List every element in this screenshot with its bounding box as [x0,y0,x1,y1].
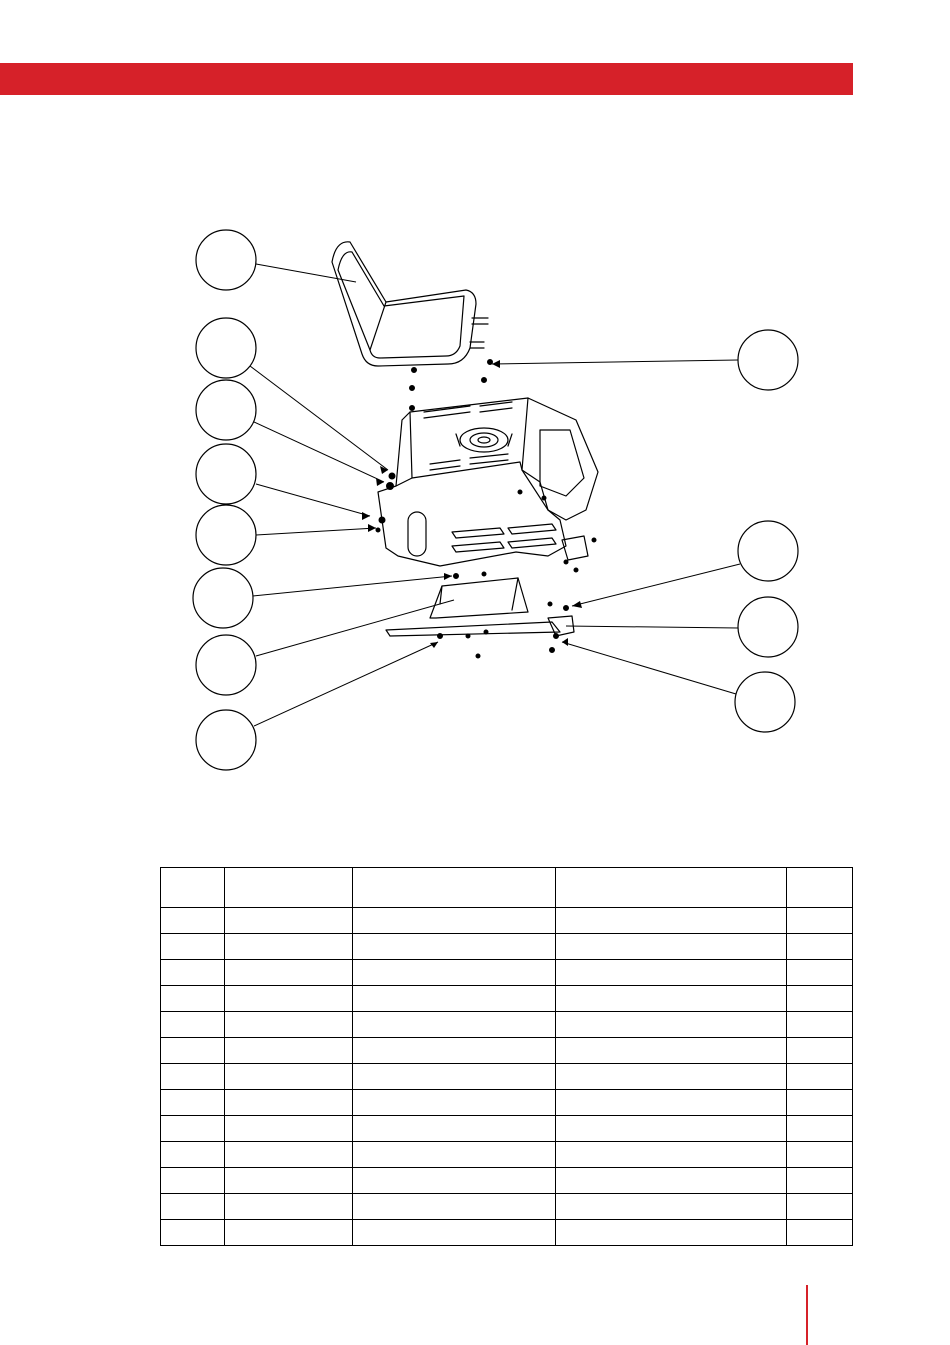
table-cell [225,960,353,986]
table-cell [787,1168,853,1194]
callout-circle [196,318,256,378]
table-cell [225,1064,353,1090]
table-cell [787,1116,853,1142]
table-cell [787,1142,853,1168]
table-cell [353,1064,556,1090]
table-row [161,908,853,934]
table-cell [556,1142,787,1168]
callout-circle [738,521,798,581]
table-row [161,986,853,1012]
bottom-rail [386,616,574,636]
table-cell [353,1012,556,1038]
seat-cushion [332,242,488,366]
table-cell [225,1142,353,1168]
callout-circle [196,380,256,440]
table-row [161,1194,853,1220]
table-cell [225,986,353,1012]
callout-circle [196,710,256,770]
table-cell [556,986,787,1012]
table-cell [787,1090,853,1116]
table-cell [225,1220,353,1246]
table-cell [556,1012,787,1038]
table-cell [556,1168,787,1194]
table-cell [225,1168,353,1194]
table-cell [225,1038,353,1064]
table-cell [556,908,787,934]
table-header-cell [556,868,787,908]
table-cell [787,1064,853,1090]
table-cell [787,960,853,986]
table-header-cell [225,868,353,908]
table-cell [556,1116,787,1142]
table-cell [556,1064,787,1090]
table-cell [556,1220,787,1246]
table-cell [161,1090,225,1116]
table-row [161,1116,853,1142]
lower-cover [430,578,528,618]
table-row [161,934,853,960]
table-row [161,1038,853,1064]
table-cell [161,908,225,934]
table-cell [353,908,556,934]
table-row [161,1064,853,1090]
table-header-cell [787,868,853,908]
table-cell [161,1064,225,1090]
table-cell [556,1194,787,1220]
table-cell [161,1220,225,1246]
table-cell [787,1012,853,1038]
table-cell [161,1194,225,1220]
callout-circle [193,568,253,628]
table-row [161,1142,853,1168]
callout-circle [196,444,256,504]
table-cell [787,1194,853,1220]
table-row [161,1168,853,1194]
table-cell [161,960,225,986]
table-cell [353,1168,556,1194]
table-row [161,960,853,986]
table-cell [161,1168,225,1194]
table-cell [353,934,556,960]
table-cell [161,1116,225,1142]
table-cell [161,1012,225,1038]
table-row [161,1090,853,1116]
table-cell [161,1038,225,1064]
table-cell [787,908,853,934]
callout-circle [738,597,798,657]
table-cell [161,934,225,960]
callout-circle [196,230,256,290]
base-frame [378,398,598,566]
table-cell [225,1090,353,1116]
table-cell [225,934,353,960]
table-header-cell [161,868,225,908]
table-cell [225,1194,353,1220]
table-cell [556,934,787,960]
table-cell [353,1090,556,1116]
table-cell [353,1194,556,1220]
table-cell [556,1038,787,1064]
table-cell [161,1142,225,1168]
table-cell [556,1090,787,1116]
table-cell [787,1038,853,1064]
table-cell [225,1012,353,1038]
table-cell [353,986,556,1012]
table-cell [161,986,225,1012]
table-row [161,1220,853,1246]
table-cell [353,960,556,986]
table-row [161,1012,853,1038]
table-cell [225,1116,353,1142]
table-cell [787,986,853,1012]
table-cell [556,960,787,986]
table-cell [353,1220,556,1246]
table-cell [225,908,353,934]
table-cell [787,1220,853,1246]
table-cell [353,1142,556,1168]
callout-circle [735,672,795,732]
table-cell [353,1116,556,1142]
table-header-cell [353,868,556,908]
callout-circle [738,330,798,390]
callout-circle [196,635,256,695]
table-header-row [161,868,853,908]
table-cell [787,934,853,960]
parts-table [160,867,853,1246]
callout-circle [196,505,256,565]
page-number-divider [806,1285,808,1345]
table-cell [353,1038,556,1064]
